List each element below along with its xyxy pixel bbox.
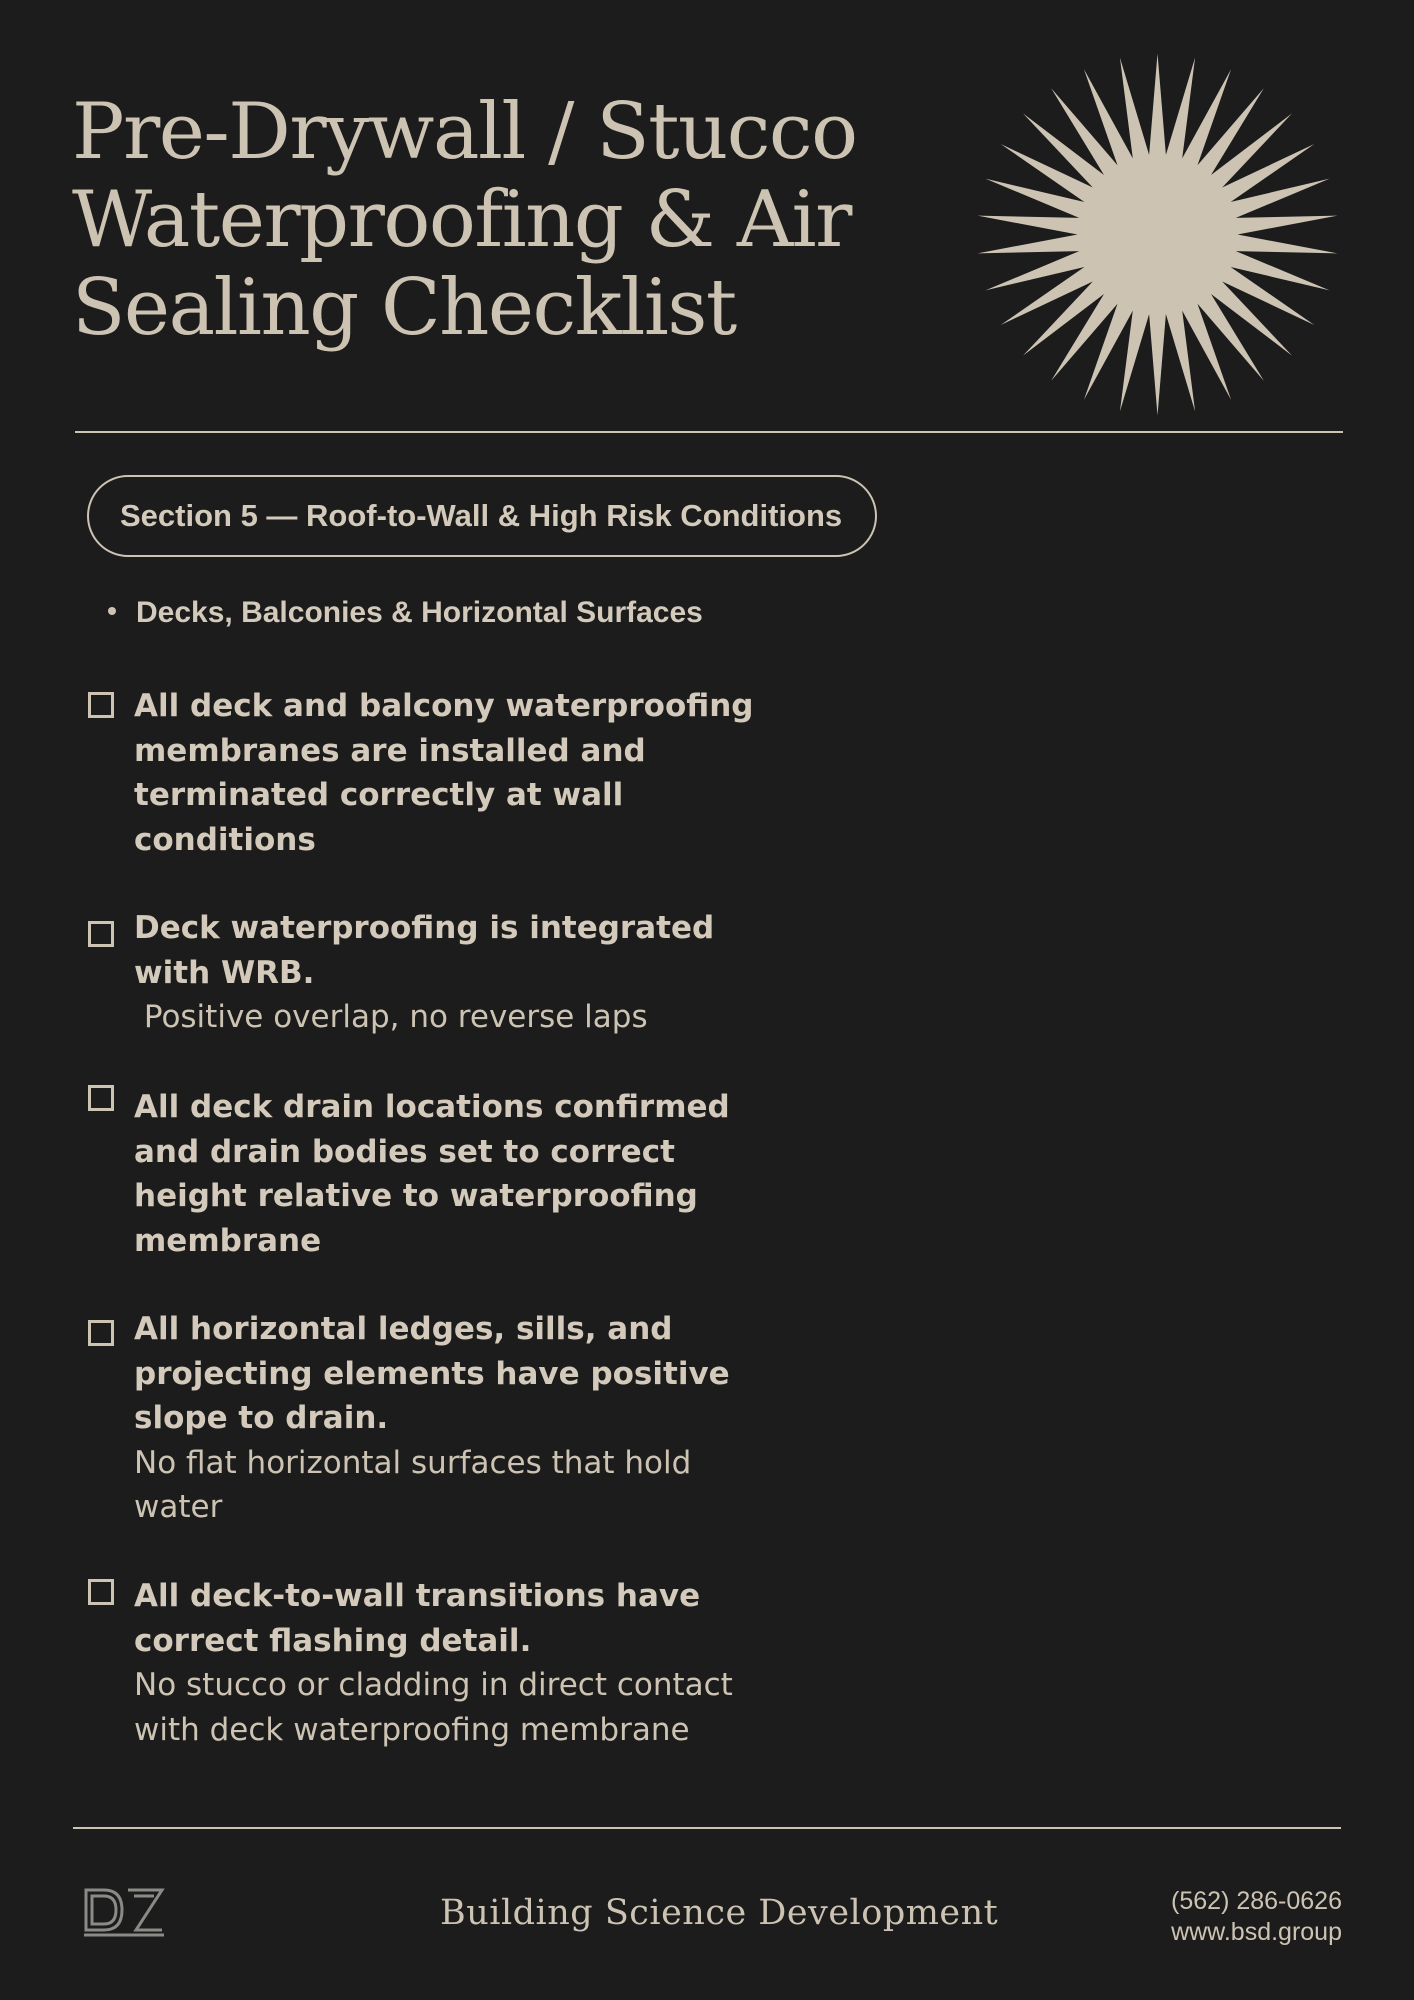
bsd-logo-icon <box>82 1882 166 1938</box>
item-detail: No flat horizontal surfaces that hold water <box>134 1444 692 1525</box>
phone-number: (562) 286-0626 <box>1171 1887 1342 1915</box>
title-line-3: Sealing Checklist <box>72 263 736 353</box>
header-divider <box>75 431 1343 433</box>
section-subheading <box>108 596 703 630</box>
footer-divider <box>73 1827 1341 1829</box>
section-badge <box>87 475 877 557</box>
item-detail: No stucco or cladding in direct contact with deck waterproofing membrane <box>134 1667 733 1748</box>
checkbox-1[interactable] <box>88 692 114 718</box>
item-title: All deck drain locations confirmed and drain bodies set to correct height relative to waterproofing membrane <box>134 1089 730 1259</box>
item-title: All deck-to-wall transitions have correct flashing detail. <box>134 1578 701 1659</box>
item-title: All horizontal ledges, sills, and projecting elements have positive slope to drain. <box>134 1311 730 1436</box>
checkbox-3[interactable] <box>88 1085 114 1111</box>
checklist-item-text <box>134 1307 784 1530</box>
checklist-item-text <box>134 1085 784 1263</box>
page-title <box>72 88 972 352</box>
section-label: Section 5 — Roof-to-Wall & High Risk Conditions <box>120 498 843 533</box>
checklist-item-text <box>134 684 784 862</box>
contact-info <box>1171 1886 1342 1948</box>
bullet-icon <box>108 607 116 615</box>
checkbox-4[interactable] <box>88 1320 114 1346</box>
title-line-1: Pre-Drywall / Stucco <box>72 87 857 177</box>
checklist-item-text <box>134 906 784 1040</box>
title-line-2: Waterproofing & Air <box>72 175 851 265</box>
sunburst-icon <box>975 52 1340 417</box>
item-detail: Positive overlap, no reverse laps <box>134 999 648 1035</box>
checklist-item-text <box>134 1574 784 1752</box>
checkbox-5[interactable] <box>88 1579 114 1605</box>
checkbox-2[interactable] <box>88 921 114 947</box>
website-link[interactable]: www.bsd.group <box>1171 1918 1342 1946</box>
item-title: All deck and balcony waterproofing membranes are installed and terminated correctly at wall conditions <box>134 688 754 858</box>
company-name: Building Science Development <box>440 1893 999 1933</box>
subheading-label: Decks, Balconies & Horizontal Surfaces <box>136 596 703 629</box>
item-title: Deck waterproofing is integrated with WRB. <box>134 910 715 991</box>
